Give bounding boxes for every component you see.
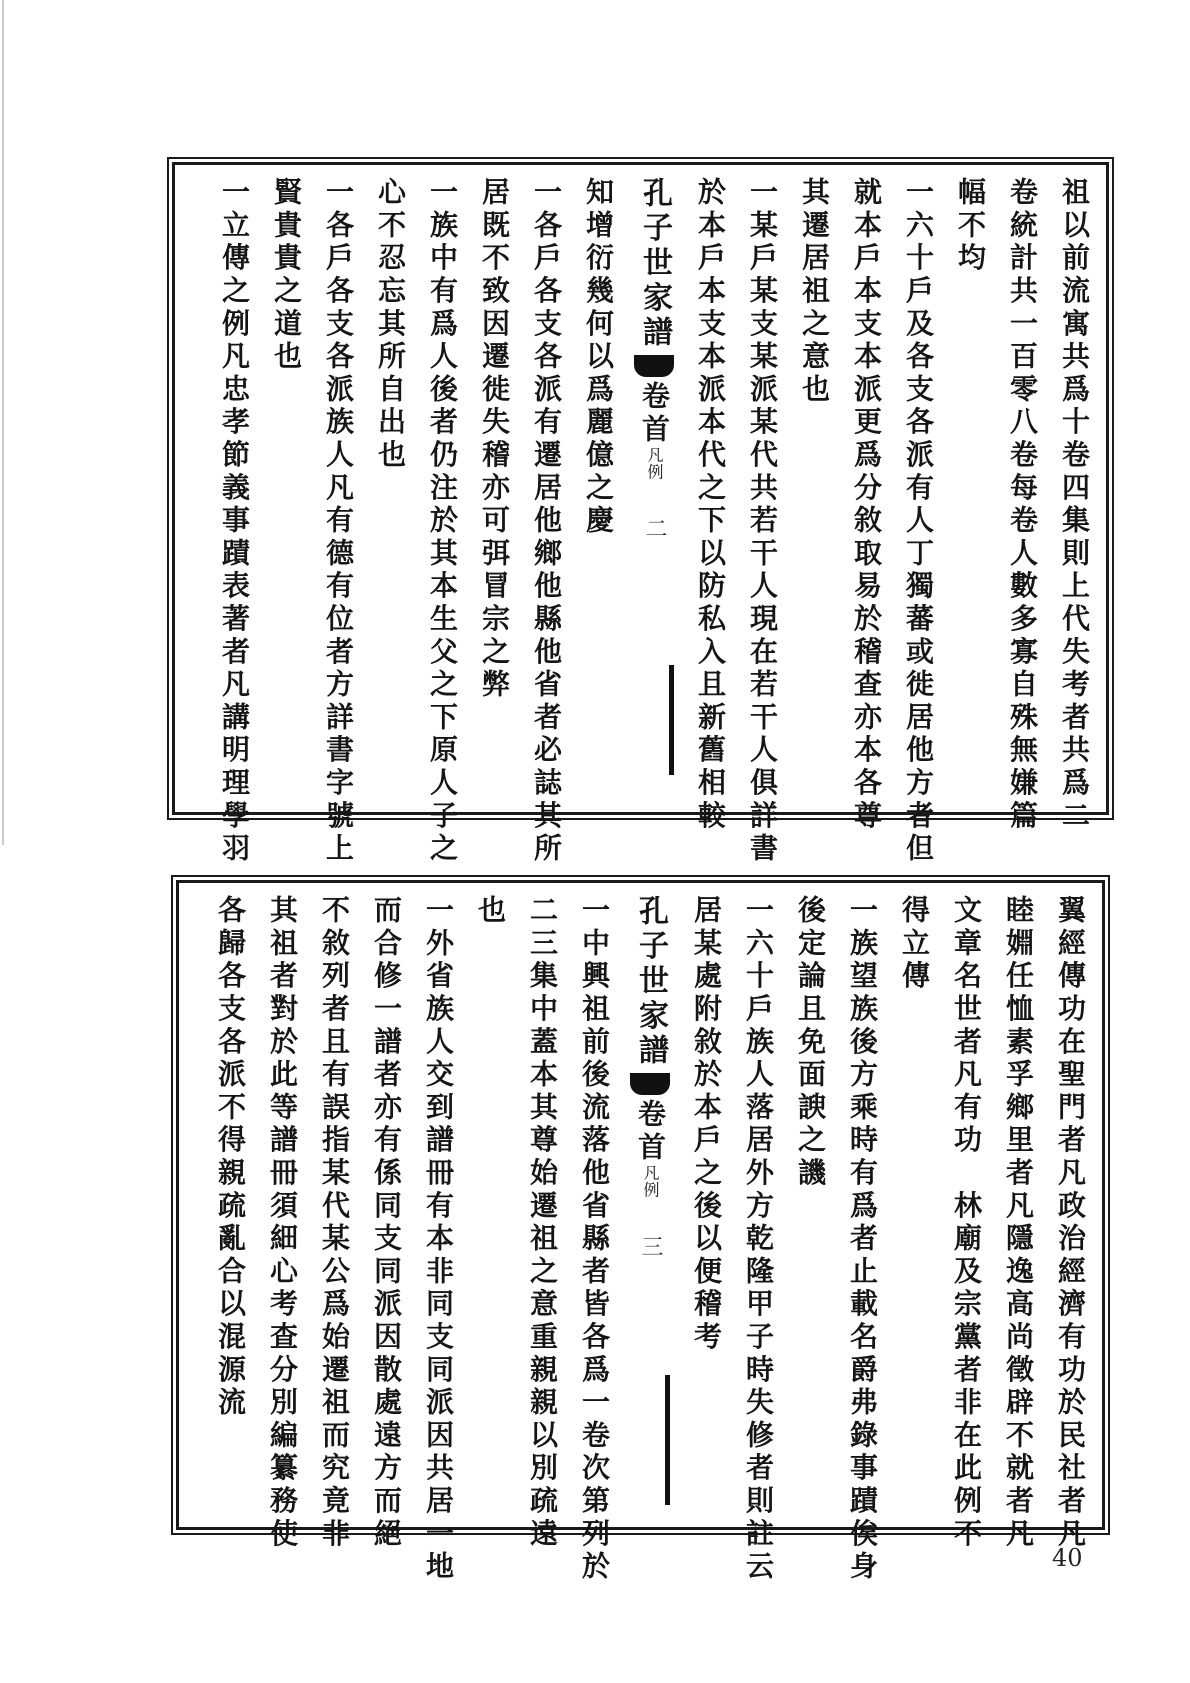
text-column: 一各戶各支各派族人凡有德有位者方詳書字號上 bbox=[322, 177, 355, 866]
text-column: 一立傳之例凡忠孝節義事蹟表著者凡講明理學羽 bbox=[218, 177, 251, 866]
text-column: 知增衍幾何以爲麗億之慶 bbox=[582, 177, 615, 538]
text-column: 一六十戶族人落居外方乾隆甲子時失修者則註云 bbox=[742, 895, 775, 1584]
text-column: 一族望族後方乘時有爲者止載名爵弗錄事蹟俟身 bbox=[846, 895, 879, 1584]
text-column: 一某戶某支某派某代共若干人現在若干人俱詳書 bbox=[746, 177, 779, 866]
text-column: 賢貴貴之道也 bbox=[270, 177, 303, 374]
text-column: 文章名世者凡有功 林廟及宗黨者非在此例不 bbox=[950, 895, 983, 1551]
book-title: 孔子世家譜 bbox=[633, 895, 668, 1069]
text-column: 一外省族人交到譜冊有本非同支同派因共居一地 bbox=[422, 895, 455, 1584]
text-column: 其祖者對於此等譜冊須細心考查分別編纂務使 bbox=[266, 895, 299, 1551]
book-title: 孔子世家譜 bbox=[637, 177, 672, 351]
juan-label: 卷首 bbox=[634, 1099, 667, 1165]
text-column: 翼經傳功在聖門者凡政治經濟有功於民社者凡 bbox=[1054, 895, 1087, 1551]
juan-label: 卷首 bbox=[638, 381, 671, 447]
text-column: 居某處附敘於本戶之後以便稽考 bbox=[690, 895, 723, 1355]
text-column: 後定論且免面諛之譏 bbox=[794, 895, 827, 1191]
text-column: 得立傳 bbox=[898, 895, 931, 994]
text-column: 一六十戶及各支各派有人丁獨蕃或徙居他方者但 bbox=[902, 177, 935, 866]
text-column: 心不忍忘其所自出也 bbox=[374, 177, 407, 473]
section-label: 凡例 bbox=[641, 1164, 660, 1199]
banner-column bbox=[626, 177, 678, 543]
text-column: 也 bbox=[474, 895, 507, 928]
text-column: 幅不均 bbox=[954, 177, 987, 276]
text-column: 其遷居祖之意也 bbox=[798, 177, 831, 407]
page-number: 40 bbox=[1052, 1544, 1083, 1572]
banner-fish-tail bbox=[634, 355, 674, 377]
text-column: 各歸各支各派不得親疏亂合以混源流 bbox=[214, 895, 247, 1420]
banner-rule bbox=[669, 665, 674, 775]
top-page-frame bbox=[172, 162, 1109, 866]
section-label: 凡例 bbox=[645, 446, 664, 481]
scan-edge-line bbox=[2, 0, 4, 845]
text-column: 居既不致因遷徙失稽亦可弭冒宗之弊 bbox=[478, 177, 511, 702]
banner-column bbox=[622, 895, 674, 1261]
text-column: 一族中有爲人後者仍注於其本生父之下原人子之 bbox=[426, 177, 459, 866]
top-page-text bbox=[183, 177, 1098, 866]
text-column: 於本戶本支本派本代之下以防私入且新舊相較 bbox=[694, 177, 727, 833]
text-column: 一中興祖前後流落他省縣者皆各爲一卷次第列於 bbox=[578, 895, 611, 1584]
banner-fish-tail bbox=[630, 1073, 670, 1095]
folio-number: 二 bbox=[642, 516, 667, 544]
banner-rule bbox=[665, 1375, 670, 1505]
text-column: 卷統計共一百零八卷每卷人數多寡自殊無嫌篇 bbox=[1006, 177, 1039, 833]
text-column: 不敘列者且有誤指某代某公爲始遷祖而究竟非 bbox=[318, 895, 351, 1551]
text-column: 一各戶各支各派有遷居他鄉他縣他省者必誌其所 bbox=[530, 177, 563, 866]
text-column: 祖以前流寓共爲十卷四集則上代失考者共爲二 bbox=[1058, 177, 1091, 833]
text-column: 二三集中蓋本其尊始遷祖之意重親親以別疏遠 bbox=[526, 895, 559, 1551]
text-column: 睦婣任恤素孚鄉里者凡隱逸高尚徵辟不就者凡 bbox=[1002, 895, 1035, 1551]
text-column: 而合修一譜者亦有係同支同派因散處遠方而絕 bbox=[370, 895, 403, 1551]
folio-number: 三 bbox=[638, 1234, 663, 1262]
text-column: 就本戶本支本派更爲分敘取易於稽查亦本各尊 bbox=[850, 177, 883, 833]
